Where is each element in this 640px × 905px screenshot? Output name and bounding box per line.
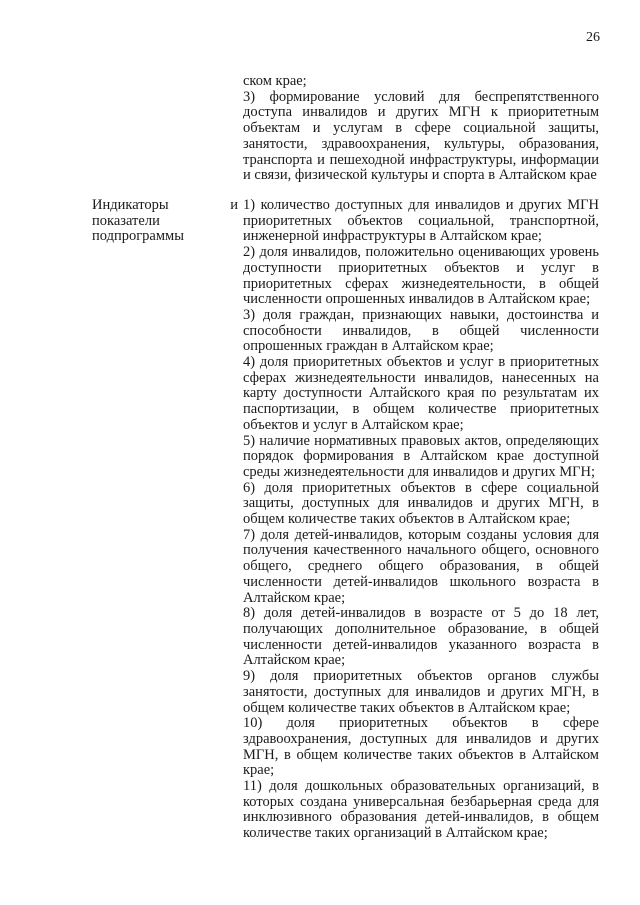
indicator-item-4: 4) доля приоритетных объектов и услуг в приоритетных сферах жизнедеятельности инвалидов, нанесенных на карту доступности Алтайского края по результатам их паспортизации, в общем количестве приоритетных объектов и услуг в Алтайском крае; (243, 354, 599, 433)
indicator-item-7: 7) доля детей-инвалидов, которым созданы условия для получения качественного начального общего, основного общего, среднего общего образования, в общей численности детей-инвалидов школьного возраста в Алтайском крае; (243, 526, 599, 606)
indicator-item-1: 1) количество доступных для инвалидов и других МГН приоритетных объектов социальной, транспортной, инженерной инфраструктуры в Алтайском крае; (243, 197, 599, 245)
indicators-label: Индикаторы и показатели подпрограммы (92, 197, 238, 245)
indicator-item-5: 5) наличие нормативных правовых актов, определяющих порядок формирования в Алтайском крае доступной среды жизнедеятельности для инвалидов и других МГН; (243, 432, 599, 480)
indicator-item-2: 2) доля инвалидов, положительно оценивающих уровень доступности приоритетных объектов и услуг в приоритетных сферах жизнедеятельности, в общей численности опрошенных инвалидов в Алтайском крае; (243, 244, 599, 308)
indicator-item-3: 3) доля граждан, признающих навыки, достоинства и способности инвалидов, в общей численности опрошенных граждан в Алтайском крае; (243, 306, 599, 355)
indicator-item-9: 9) доля приоритетных объектов органов службы занятости, доступных для инвалидов и других МГН, в общем количестве таких объектов в Алтайском крае; (243, 668, 599, 716)
indicators-list (243, 198, 599, 842)
indicator-item-8: 8) доля детей-инвалидов в возрасте от 5 до 18 лет, получающих дополнительное образование, в общей численности детей-инвалидов указанного возраста в Алтайском крае; (243, 605, 599, 669)
intro-line-continuation: ском крае; (243, 73, 307, 89)
intro-text-block (243, 74, 599, 184)
indicator-item-10: 10) доля приоритетных объектов в сфере здравоохранения, доступных для инвалидов и других МГН, в общем количестве таких объектов в Алтайском крае; (243, 715, 599, 779)
page-number: 26 (586, 30, 600, 45)
indicator-item-11: 11) доля дошкольных образовательных организаций, в которых создана универсальная безбарьерная среда для инклюзивного образования детей-инвалидов, в общем количестве таких организаций в Алтайском крае; (243, 778, 599, 842)
intro-item-3: 3) формирование условий для беспрепятственного доступа инвалидов и других МГН к приоритетным объектам и услугам в сфере социальной защиты, занятости, здравоохранения, культуры, образования, транспорта и пешеходной инфраструктуры, информации и связи, физической культуры и спорта в Алтайском крае (243, 88, 599, 184)
indicator-item-6: 6) доля приоритетных объектов в сфере социальной защиты, доступных для инвалидов и других МГН, в общем количестве таких объектов в Алтайском крае; (243, 479, 599, 528)
